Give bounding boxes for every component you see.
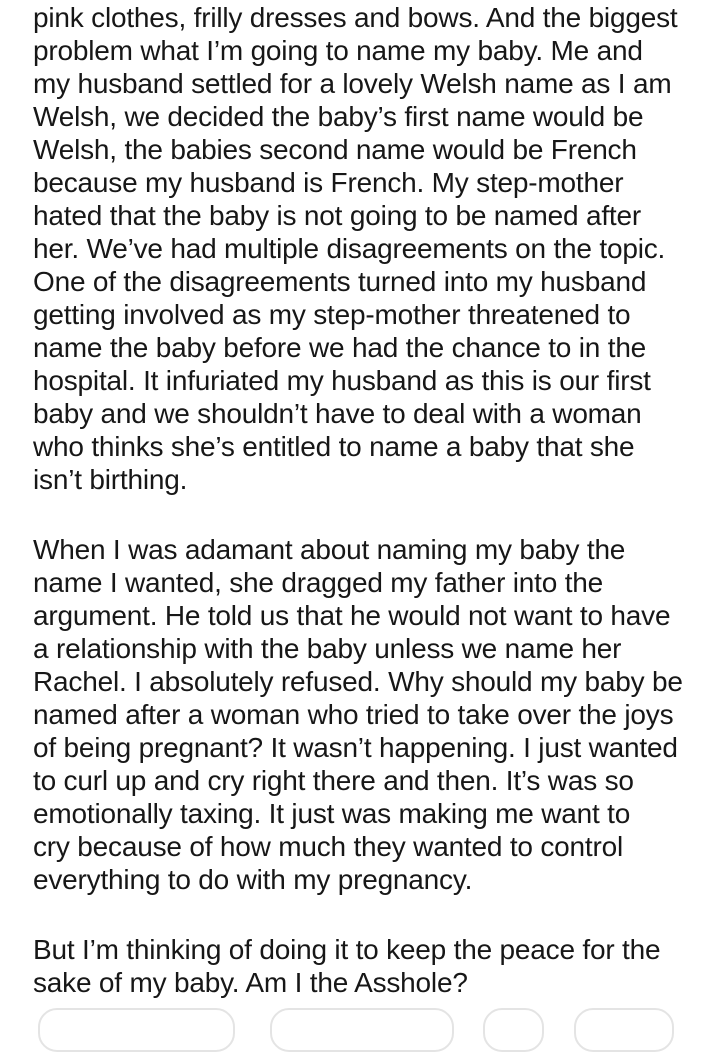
text-line: sake of my baby. Am I the Asshole? [33, 967, 468, 998]
text-line: my husband settled for a lovely Welsh name as I am [33, 68, 672, 99]
text-line: problem what I’m going to name my baby. Me and [33, 35, 643, 66]
paragraph-3 [33, 933, 720, 999]
text-line: a relationship with the baby unless we name her [33, 633, 622, 664]
text-line: her. We’ve had multiple disagreements on the topic. [33, 233, 666, 264]
text-line: hospital. It infuriated my husband as this is our first [33, 365, 651, 396]
text-line: When I was adamant about naming my baby the [33, 534, 626, 565]
text-line: everything to do with my pregnancy. [33, 864, 473, 895]
text-line: Welsh, the babies second name would be French [33, 134, 637, 165]
text-line: to curl up and cry right there and then. It’s was so [33, 765, 634, 796]
text-line: emotionally taxing. It just was making me want to [33, 798, 631, 829]
text-line: baby and we shouldn’t have to deal with a woman [33, 398, 642, 429]
action-chip-2[interactable] [270, 1008, 454, 1052]
action-chip-1[interactable] [38, 1008, 235, 1052]
action-chip-3[interactable] [483, 1008, 544, 1052]
text-line: of being pregnant? It wasn’t happening. I just wanted [33, 732, 678, 763]
text-line: getting involved as my step-mother threatened to [33, 299, 631, 330]
action-chip-4[interactable] [574, 1008, 674, 1052]
text-line: But I’m thinking of doing it to keep the peace for the [33, 934, 661, 965]
text-line: Welsh, we decided the baby’s first name would be [33, 101, 644, 132]
paragraph-2 [33, 533, 720, 896]
text-line: name I wanted, she dragged my father into the [33, 567, 604, 598]
text-line: cry because of how much they wanted to control [33, 831, 624, 862]
text-line: named after a woman who tried to take over the joys [33, 699, 674, 730]
text-line: who thinks she’s entitled to name a baby that she [33, 431, 635, 462]
text-line: name the baby before we had the chance to in the [33, 332, 647, 363]
text-line: because my husband is French. My step-mother [33, 167, 624, 198]
text-line: One of the disagreements turned into my husband [33, 266, 647, 297]
text-line: Rachel. I absolutely refused. Why should my baby be [33, 666, 683, 697]
text-line: argument. He told us that he would not want to have [33, 600, 671, 631]
bottom-chip-row [0, 1008, 720, 1021]
text-line: pink clothes, frilly dresses and bows. And the biggest [33, 2, 678, 33]
text-line: isn’t birthing. [33, 464, 188, 495]
paragraph-1 [33, 1, 720, 496]
text-line: hated that the baby is not going to be named after [33, 200, 641, 231]
